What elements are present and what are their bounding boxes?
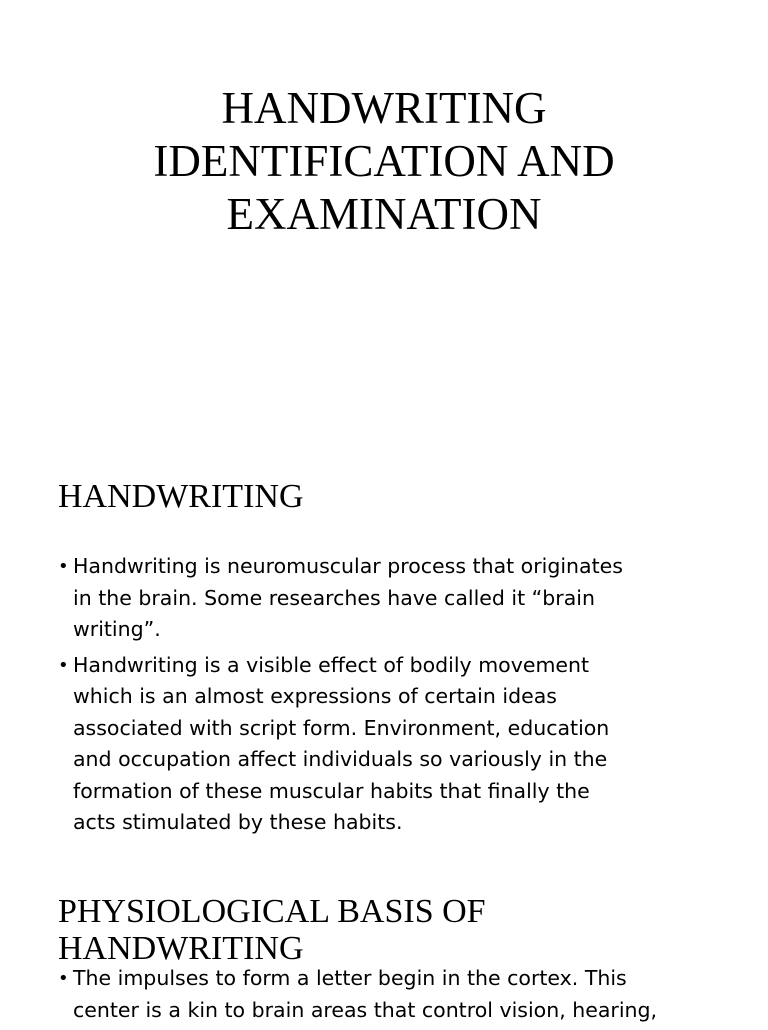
bullet-line: formation of these muscular habits that finally the: [73, 778, 590, 803]
bullet-line: acts stimulated by these habits.: [73, 810, 403, 834]
heading-line: HANDWRITING: [58, 478, 304, 515]
title-line: IDENTIFICATION AND: [153, 136, 615, 186]
bullet-line: center is a kin to brain areas that control vision, hearing,: [73, 997, 658, 1022]
bullet-icon: •: [58, 654, 69, 676]
heading-line: PHYSIOLOGICAL BASIS OF: [58, 893, 486, 930]
bullet-list-physiological-basis: [58, 963, 748, 1030]
bullet-line: The impulses to form a letter begin in the cortex. This: [73, 966, 627, 990]
list-item: [58, 650, 748, 839]
list-item: [58, 963, 748, 1026]
bullet-icon: •: [58, 556, 69, 577]
bullet-line: Handwriting is neuromuscular process that originates: [73, 554, 623, 578]
heading-line: HANDWRITING: [58, 930, 304, 967]
slide-title: [0, 82, 768, 241]
title-line: HANDWRITING: [221, 83, 547, 133]
section-heading-handwriting: [58, 478, 304, 515]
bullet-list-handwriting: [58, 551, 748, 843]
bullet-line: associated with script form. Environment, education: [73, 715, 610, 740]
bullet-line: Handwriting is a visible effect of bodily movement: [73, 652, 590, 677]
bullet-line: writing”.: [73, 617, 161, 641]
section-heading-physiological-basis: [58, 893, 486, 967]
list-item: [58, 551, 748, 646]
bullet-line: in the brain. Some researches have called it “brain: [73, 585, 595, 610]
title-line: EXAMINATION: [226, 189, 542, 239]
bullet-icon: •: [58, 968, 69, 989]
bullet-line: which is an almost expressions of certain ideas: [73, 684, 557, 708]
bullet-line: and occupation affect individuals so variously in the: [73, 747, 608, 771]
